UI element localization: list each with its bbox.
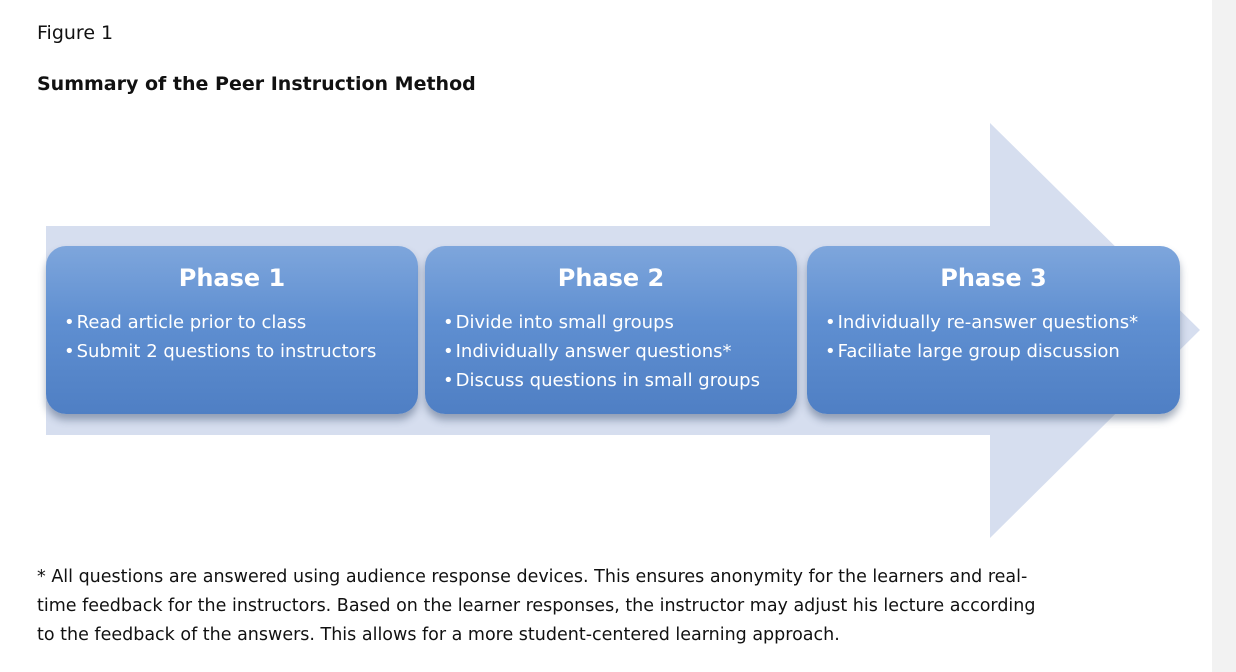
- figure-title: Summary of the Peer Instruction Method: [37, 73, 476, 95]
- phase-1-box: [46, 246, 418, 414]
- phase-3-title: Phase 3: [940, 264, 1047, 292]
- phase-3-list: [825, 308, 1172, 366]
- phase-2-list: [443, 308, 789, 395]
- phase-3-box: [807, 246, 1180, 414]
- phase-3-item: • Faciliate large group discussion: [825, 337, 1172, 366]
- footnote-line: * All questions are answered using audience response devices. This ensures anonymity for the learners and real-: [37, 567, 1028, 587]
- phase-2-item: • Individually answer questions*: [443, 337, 789, 366]
- phase-1-item: • Read article prior to class: [64, 308, 410, 337]
- phase-3-item: • Individually re-answer questions*: [825, 308, 1172, 337]
- phase-1-title: Phase 1: [178, 264, 286, 292]
- footnote-line: time feedback for the instructors. Based on the learner responses, the instructor may adjust his lecture according: [37, 596, 1036, 616]
- phase-2-item: • Divide into small groups: [443, 308, 789, 337]
- phase-2-box: [425, 246, 797, 414]
- phase-2-item: • Discuss questions in small groups: [443, 366, 789, 395]
- phase-2-title: Phase 2: [557, 264, 665, 292]
- figure-label: Figure 1: [37, 22, 114, 44]
- phase-1-list: [64, 308, 410, 366]
- phase-1-item: • Submit 2 questions to instructors: [64, 337, 410, 366]
- footnote: [37, 563, 1097, 650]
- footnote-line: to the feedback of the answers. This allows for a more student-centered learning approach.: [37, 625, 840, 645]
